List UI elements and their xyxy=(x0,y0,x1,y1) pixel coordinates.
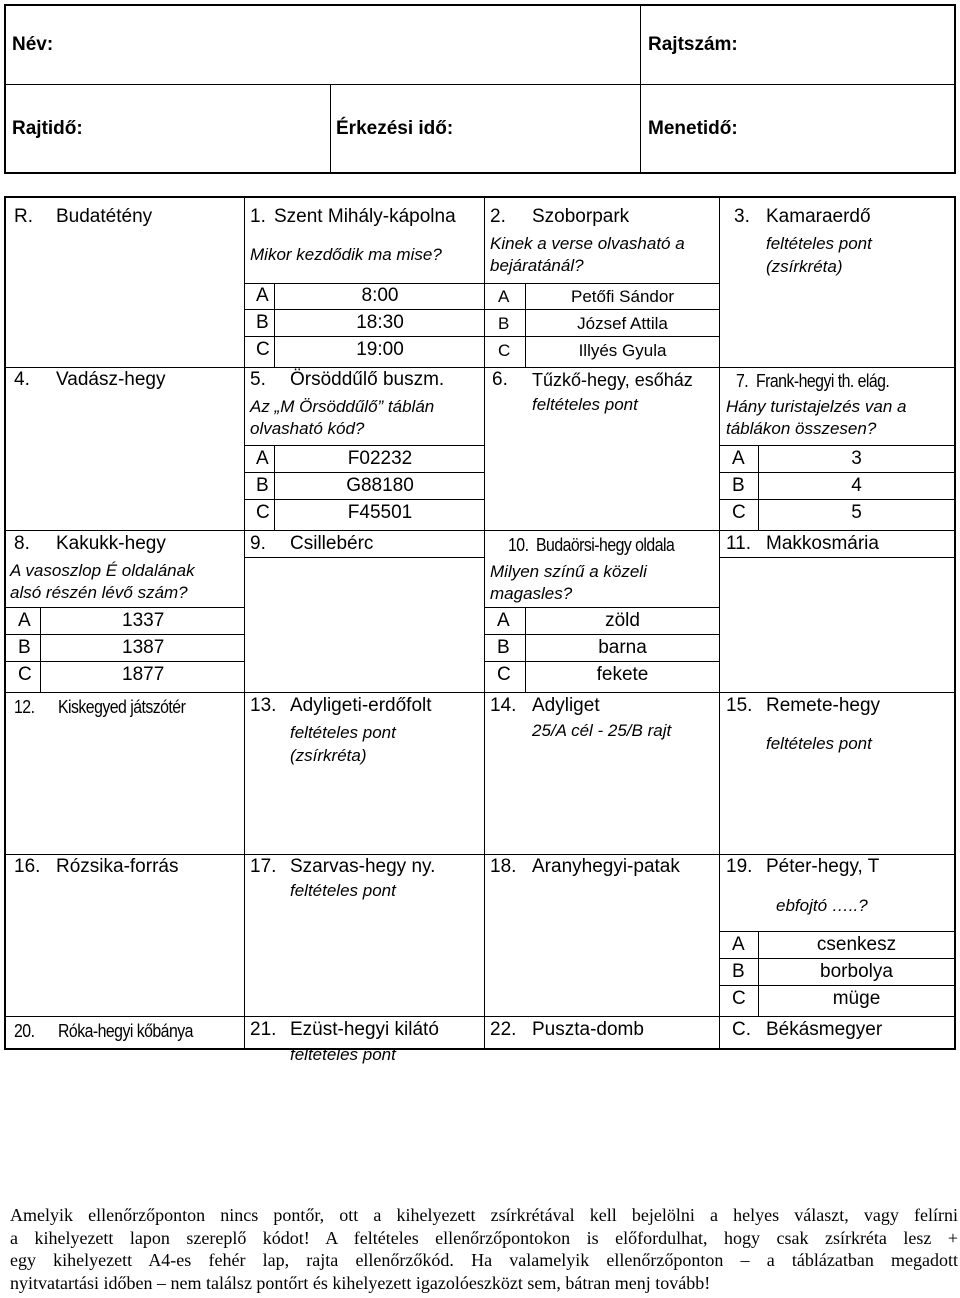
cp-1-option-a-value: 8:00 xyxy=(361,285,399,306)
cp-19-option-b-value: borbolya xyxy=(820,961,893,982)
start-time-label: Rajtidő: xyxy=(12,118,83,139)
cp-19-option-a-value: csenkesz xyxy=(816,934,897,955)
cp-19-option-c-value: müge xyxy=(832,988,881,1009)
cp-5-name: Örsöddűlő buszm. xyxy=(290,369,445,390)
cp-21-name: Ezüst-hegyi kilátó xyxy=(290,1019,439,1040)
cp-3-note-line2: (zsírkréta) xyxy=(766,257,843,276)
cp-6-note: feltételes pont xyxy=(532,395,638,414)
cp-5-option-b-letter: B xyxy=(256,475,269,496)
cp-14-name: Adyliget xyxy=(532,695,600,716)
cp-1-option-b-value: 18:30 xyxy=(356,312,404,333)
cp-2-option-c-letter: C xyxy=(498,341,511,360)
cp-7-option-a-letter: A xyxy=(732,448,745,469)
cp-1-option-b-letter: B xyxy=(256,312,269,333)
cp-2-number: 2. xyxy=(490,206,506,227)
cp-8-question-line2: alsó részén lévő szám? xyxy=(10,583,188,602)
cp-19-number: 19. xyxy=(726,856,753,877)
instructions-line-3: egy kihelyezett A4-es fehér lap, rajta ellenőrzőkód. Ha valamelyik ellenőrzőponton – a táblázatban megadott xyxy=(10,1250,958,1270)
cp-13-note-line1: feltételes pont xyxy=(290,723,396,742)
cp-8-option-a-value: 1337 xyxy=(122,610,165,631)
cp-8-option-a-letter: A xyxy=(18,610,31,631)
cp-19-name: Péter-hegy, T xyxy=(766,856,880,877)
cp-1-name: Szent Mihály-kápolna xyxy=(274,206,456,227)
cp-21-number: 21. xyxy=(250,1019,277,1040)
header-box xyxy=(4,4,956,174)
name-label: Név: xyxy=(12,34,54,55)
cp-5-option-a-value: F02232 xyxy=(347,448,413,469)
cp-19-question: ebfojtó …..? xyxy=(776,896,868,915)
cp-13-note-line2: (zsírkréta) xyxy=(290,746,367,765)
cp-2-option-a-letter: A xyxy=(498,287,510,306)
cp-10-question-line1: Milyen színű a közeli xyxy=(490,562,647,581)
cp-22-number: 22. xyxy=(490,1019,517,1040)
cp-7-option-b-letter: B xyxy=(732,475,745,496)
cp-21-note: feltételes pont xyxy=(290,1045,396,1064)
cp-7-option-b-value: 4 xyxy=(851,475,862,496)
cp-11-name: Makkosmária xyxy=(766,533,879,554)
cp-17-number: 17. xyxy=(250,856,277,877)
cp-10-name: Budaörsi-hegy oldala xyxy=(536,535,675,555)
cp-5-question-line1: Az „M Örsöddűlő” táblán xyxy=(250,397,435,416)
cp-13-number: 13. xyxy=(250,695,277,716)
instructions-line-4: nyitvatartási időben – nem találsz pontőrt és kihelyezett igazolóeszközt sem, bátran menj tovább! xyxy=(10,1272,711,1293)
cp-10-option-b-letter: B xyxy=(497,637,510,658)
cp-1-option-c-letter: C xyxy=(256,339,270,360)
cp-5-option-c-value: F45501 xyxy=(347,502,413,523)
cp-5-number: 5. xyxy=(250,369,266,390)
cp-17-note: feltételes pont xyxy=(290,881,396,900)
cp-5-option-c-letter: C xyxy=(256,502,270,523)
cp-7-number: 7. xyxy=(736,371,749,391)
cp-2-option-b-letter: B xyxy=(498,314,510,333)
cp-1-option-c-value: 19:00 xyxy=(356,339,404,360)
cp-9-name: Csillebérc xyxy=(290,533,374,554)
cp-3-note-line1: feltételes pont xyxy=(766,234,872,253)
cp-13-name: Adyligeti-erdőfolt xyxy=(290,695,432,716)
cp-7-option-a-value: 3 xyxy=(851,448,862,469)
cp-8-question-line1: A vasoszlop É oldalának xyxy=(10,561,195,580)
cp-5-question-line2: olvasható kód? xyxy=(250,419,365,438)
cp-10-option-a-value: zöld xyxy=(605,610,640,631)
cp-20-number: 20. xyxy=(14,1021,35,1041)
cp-22-name: Puszta-domb xyxy=(532,1019,644,1040)
cp-19-option-c-letter: C xyxy=(732,988,746,1009)
instructions-line-2: a kihelyezett lapon szereplő kódot! A feltételes ellenőrzőpontokon is előfordulhat, hogy csak zsírkréta lesz + xyxy=(10,1227,958,1248)
arrival-time-label: Érkezési idő: xyxy=(336,118,454,139)
cp-1-option-a-letter: A xyxy=(256,285,269,306)
cp-7-option-c-letter: C xyxy=(732,502,746,523)
cp-3-number: 3. xyxy=(734,206,750,227)
cp-10-option-c-letter: C xyxy=(497,664,511,685)
cp-1-question: Mikor kezdődik ma mise? xyxy=(250,245,442,264)
cp-9-number: 9. xyxy=(250,533,266,554)
cp-14-number: 14. xyxy=(490,695,517,716)
cp-10-option-c-value: fekete xyxy=(596,664,649,685)
cp-r-number: R. xyxy=(14,206,33,227)
cp-7-question-line1: Hány turistajelzés van a xyxy=(726,397,907,416)
cp-3-name: Kamaraerdő xyxy=(766,206,871,227)
cp-16-name: Rózsika-forrás xyxy=(56,856,179,877)
cp-18-number: 18. xyxy=(490,856,517,877)
cp-12-number: 12. xyxy=(14,697,35,717)
instructions-paragraph xyxy=(10,1204,958,1294)
cp-2-option-b-value: József Attila xyxy=(577,314,668,333)
cp-4-name: Vadász-hegy xyxy=(56,369,166,390)
cp-2-option-c-value: Illyés Gyula xyxy=(578,341,667,360)
cp-5-option-a-letter: A xyxy=(256,448,269,469)
cp-2-question-line1: Kinek a verse olvasható a xyxy=(490,234,685,253)
cp-8-option-c-value: 1877 xyxy=(122,664,165,685)
cp-15-note: feltételes pont xyxy=(766,734,872,753)
cp-7-name: Frank-hegyi th. elág. xyxy=(756,371,890,391)
cp-finish-number: C. xyxy=(732,1019,751,1040)
instructions-line-1: Amelyik ellenőrzőponton nincs pontőr, ott a kihelyezett zsírkrétával kell bejelölni a helyes választ, vagy felírni xyxy=(10,1205,958,1225)
cp-2-option-a-value: Petőfi Sándor xyxy=(570,287,674,306)
cp-6-name: Tűzkő-hegy, esőház xyxy=(532,370,693,390)
cp-10-number: 10. xyxy=(508,535,529,555)
cp-5-option-b-value: G88180 xyxy=(346,475,414,496)
cp-finish-name: Békásmegyer xyxy=(766,1019,883,1040)
cp-14-note: 25/A cél - 25/B rajt xyxy=(532,721,672,740)
cp-15-name: Remete-hegy xyxy=(766,695,881,716)
cp-7-question-line2: táblákon összesen? xyxy=(726,419,877,438)
cp-12-name: Kiskegyed játszótér xyxy=(58,697,186,717)
cp-2-question-line2: bejáratánál? xyxy=(490,256,584,275)
cp-6-number: 6. xyxy=(492,369,508,390)
cp-19-option-a-letter: A xyxy=(732,934,745,955)
cp-7-option-c-value: 5 xyxy=(851,502,862,523)
cp-18-name: Aranyhegyi-patak xyxy=(532,856,680,877)
run-time-label: Menetidő: xyxy=(648,118,738,139)
cp-19-option-b-letter: B xyxy=(732,961,745,982)
cp-10-option-b-value: barna xyxy=(598,637,647,658)
cp-8-option-c-letter: C xyxy=(18,664,32,685)
cp-11-number: 11. xyxy=(726,533,752,554)
cp-16-number: 16. xyxy=(14,856,41,877)
cp-8-option-b-letter: B xyxy=(18,637,31,658)
cp-10-option-a-letter: A xyxy=(497,610,510,631)
cp-4-number: 4. xyxy=(14,369,30,390)
cp-17-name: Szarvas-hegy ny. xyxy=(290,856,436,877)
number-label: Rajtszám: xyxy=(648,34,738,55)
cp-10-question-line2: magasles? xyxy=(490,584,573,603)
cp-8-name: Kakukk-hegy xyxy=(56,533,166,554)
cp-20-name: Róka-hegyi kőbánya xyxy=(58,1021,193,1041)
cp-2-name: Szoborpark xyxy=(532,206,630,227)
cp-8-number: 8. xyxy=(14,533,30,554)
cp-8-option-b-value: 1387 xyxy=(122,637,165,658)
cp-15-number: 15. xyxy=(726,695,753,716)
cp-r-name: Budatétény xyxy=(56,206,153,227)
cp-1-number: 1. xyxy=(250,206,266,227)
